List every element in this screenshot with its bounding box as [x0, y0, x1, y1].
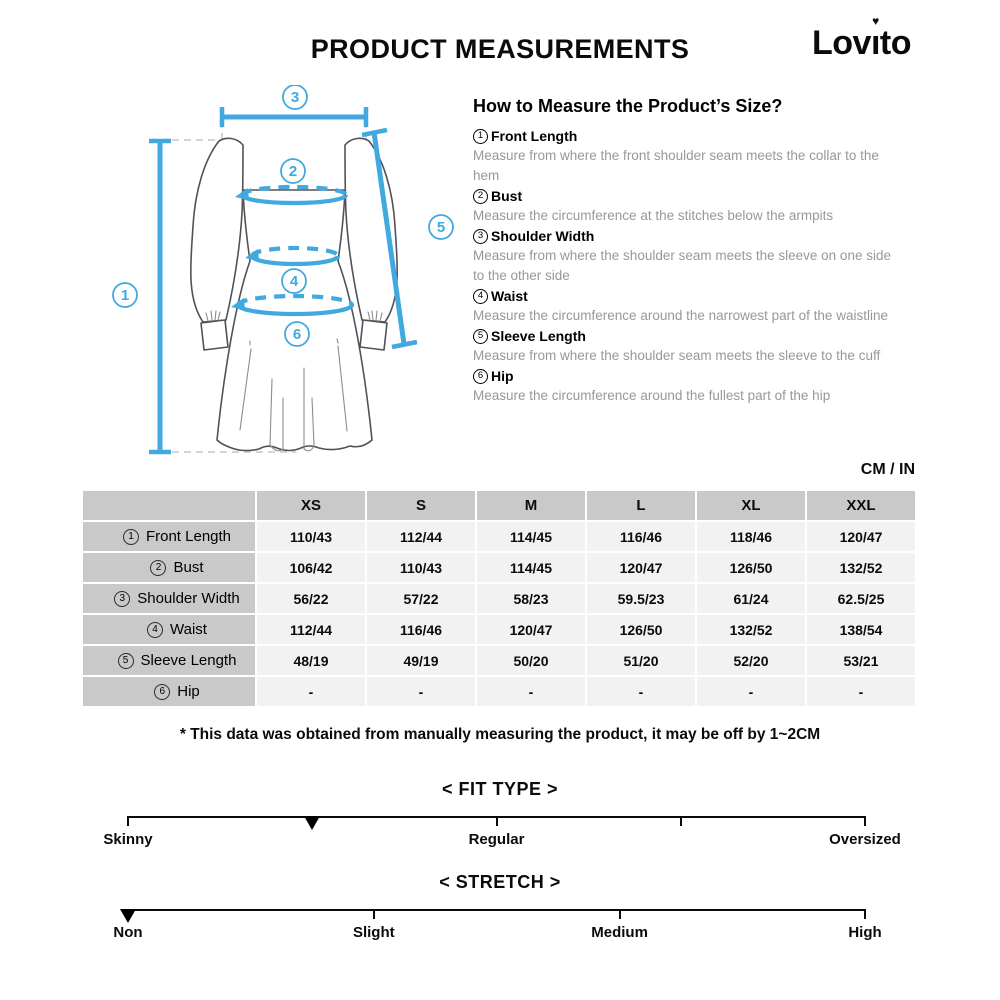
- fit-label-oversized: Oversized: [829, 831, 901, 848]
- table-value: 114/45: [477, 553, 585, 582]
- marker-5: [429, 215, 453, 239]
- svg-text:2: 2: [288, 163, 298, 180]
- table-value: -: [367, 677, 475, 706]
- table-value: 53/21: [807, 646, 915, 675]
- howto-item-label: [473, 326, 895, 346]
- table-value: 116/46: [367, 615, 475, 644]
- howto-item-desc: Measure the circumference around the narrowest part of the waistline: [473, 308, 888, 323]
- marker-6: [285, 322, 309, 346]
- howto-item-desc: Measure the circumference at the stitches below the armpits: [473, 208, 834, 223]
- table-value: -: [697, 677, 805, 706]
- table-value: 116/46: [587, 522, 695, 551]
- brand-dotless-i: ı: [870, 24, 880, 62]
- fit-type-marker-icon: [304, 816, 320, 830]
- table-value: 120/47: [807, 522, 915, 551]
- column-header: XL: [697, 491, 805, 520]
- unit-label: CM / IN: [860, 461, 915, 478]
- fit-label-regular: Regular: [468, 831, 525, 848]
- row-header: [83, 646, 255, 675]
- measurement-disclaimer: * This data was obtained from manually measuring the product, it may be off by 1~2CM: [179, 726, 821, 743]
- table-value: 110/43: [367, 553, 475, 582]
- fit-type-scale: [0, 779, 1000, 859]
- howto-label-text: Front Length: [491, 128, 578, 144]
- circled-number: 6: [154, 684, 170, 700]
- table-value: 126/50: [587, 615, 695, 644]
- table-value: 114/45: [477, 522, 585, 551]
- heart-icon: ♥: [872, 14, 879, 28]
- axis-tick: [496, 816, 498, 826]
- howto-item-label: [473, 366, 895, 386]
- howto-item-label: [473, 226, 895, 246]
- howto-label-text: Shoulder Width: [491, 228, 595, 244]
- axis-tick: [619, 909, 621, 919]
- table-value: -: [257, 677, 365, 706]
- brand-text-left: Lov: [812, 24, 871, 62]
- circled-number: 4: [473, 289, 488, 304]
- axis-tick: [680, 816, 682, 826]
- howto-item-desc: Measure from where the front shoulder seam meets the collar to the hem: [473, 148, 879, 183]
- axis-tick: [864, 909, 866, 919]
- brand-text-right: to: [879, 24, 911, 62]
- stretch-axis: [113, 909, 882, 941]
- size-table: [83, 491, 915, 706]
- table-value: 120/47: [477, 615, 585, 644]
- column-header: L: [587, 491, 695, 520]
- circled-number: 2: [150, 560, 166, 576]
- circled-number: 1: [123, 529, 139, 545]
- how-to-measure-section: [473, 96, 895, 406]
- howto-item-desc: Measure from where the shoulder seam meets the sleeve on one side to the other side: [473, 248, 891, 283]
- svg-text:6: 6: [292, 326, 302, 343]
- stretch-title: < STRETCH >: [439, 872, 561, 892]
- circled-number: 1: [473, 129, 488, 144]
- howto-item-label: [473, 186, 895, 206]
- axis-tick: [127, 816, 129, 826]
- table-value: 106/42: [257, 553, 365, 582]
- table-value: 132/52: [807, 553, 915, 582]
- row-label-text: Sleeve Length: [140, 652, 237, 669]
- stretch-label-medium: Medium: [591, 924, 648, 941]
- svg-text:3: 3: [290, 89, 300, 106]
- stretch-label-non: Non: [113, 924, 143, 941]
- fit-label-skinny: Skinny: [103, 831, 153, 848]
- howto-label-text: Waist: [491, 288, 528, 304]
- stretch-marker-icon: [120, 909, 136, 923]
- table-value: 59.5/23: [587, 584, 695, 613]
- fit-type-axis: [103, 816, 901, 848]
- row-header: [83, 677, 255, 706]
- column-header: XS: [257, 491, 365, 520]
- circled-number: 5: [118, 653, 134, 669]
- row-label-text: Hip: [177, 683, 200, 700]
- table-value: 62.5/25: [807, 584, 915, 613]
- left-cuff: [201, 320, 228, 350]
- circled-number: 3: [114, 591, 130, 607]
- marker-2: [281, 159, 305, 183]
- row-label-text: Shoulder Width: [137, 590, 240, 607]
- fit-type-title: < FIT TYPE >: [441, 779, 559, 799]
- howto-label-text: Hip: [491, 368, 514, 384]
- front-length-line: [149, 141, 171, 452]
- table-value: 126/50: [697, 553, 805, 582]
- table-value: 132/52: [697, 615, 805, 644]
- row-header: [83, 584, 255, 613]
- circled-number: 5: [473, 329, 488, 344]
- dress-measurement-diagram: [80, 85, 480, 475]
- table-value: -: [587, 677, 695, 706]
- howto-item-desc: Measure the circumference around the fullest part of the hip: [473, 388, 831, 403]
- circled-number: 3: [473, 229, 488, 244]
- brand-letter-i: [870, 14, 880, 63]
- column-header: XXL: [807, 491, 915, 520]
- table-value: -: [807, 677, 915, 706]
- circled-number: 4: [147, 622, 163, 638]
- table-value: 112/44: [367, 522, 475, 551]
- axis-tick: [373, 909, 375, 919]
- column-header: S: [367, 491, 475, 520]
- table-value: 51/20: [587, 646, 695, 675]
- row-label-text: Waist: [170, 621, 207, 638]
- howto-item-label: [473, 286, 895, 306]
- marker-1: [113, 283, 137, 307]
- page-title: PRODUCT MEASUREMENTS: [310, 34, 690, 64]
- circled-number: 6: [473, 369, 488, 384]
- left-sleeve: [191, 138, 243, 322]
- svg-text:5: 5: [436, 219, 446, 236]
- circled-number: 2: [473, 189, 488, 204]
- table-value: 57/22: [367, 584, 475, 613]
- right-cuff: [360, 320, 387, 350]
- svg-text:1: 1: [120, 287, 130, 304]
- stretch-scale: [0, 872, 1000, 952]
- row-label-text: Bust: [173, 559, 204, 576]
- table-value: 138/54: [807, 615, 915, 644]
- table-value: 120/47: [587, 553, 695, 582]
- brand-logo: [812, 14, 911, 63]
- how-to-title: How to Measure the Product’s Size?: [473, 96, 783, 116]
- axis-tick: [864, 816, 866, 826]
- table-value: 110/43: [257, 522, 365, 551]
- table-value: 118/46: [697, 522, 805, 551]
- table-corner-cell: [83, 491, 255, 520]
- stretch-label-slight: Slight: [352, 924, 395, 941]
- column-header: M: [477, 491, 585, 520]
- table-value: 58/23: [477, 584, 585, 613]
- table-value: 61/24: [697, 584, 805, 613]
- row-header: [83, 615, 255, 644]
- table-value: -: [477, 677, 585, 706]
- marker-4: [282, 269, 306, 293]
- howto-item-desc: Measure from where the shoulder seam meets the sleeve to the cuff: [473, 348, 881, 363]
- table-value: 56/22: [257, 584, 365, 613]
- stretch-label-high: High: [848, 924, 882, 941]
- howto-label-text: Sleeve Length: [491, 328, 586, 344]
- table-value: 50/20: [477, 646, 585, 675]
- table-value: 112/44: [257, 615, 365, 644]
- table-value: 48/19: [257, 646, 365, 675]
- row-header: [83, 522, 255, 551]
- table-value: 52/20: [697, 646, 805, 675]
- table-value: 49/19: [367, 646, 475, 675]
- row-label-text: Front Length: [145, 528, 232, 545]
- shoulder-width-line: [222, 107, 366, 127]
- row-header: [83, 553, 255, 582]
- marker-3: [283, 85, 307, 109]
- howto-label-text: Bust: [491, 188, 523, 204]
- howto-item-label: [473, 126, 895, 146]
- svg-text:4: 4: [289, 273, 299, 290]
